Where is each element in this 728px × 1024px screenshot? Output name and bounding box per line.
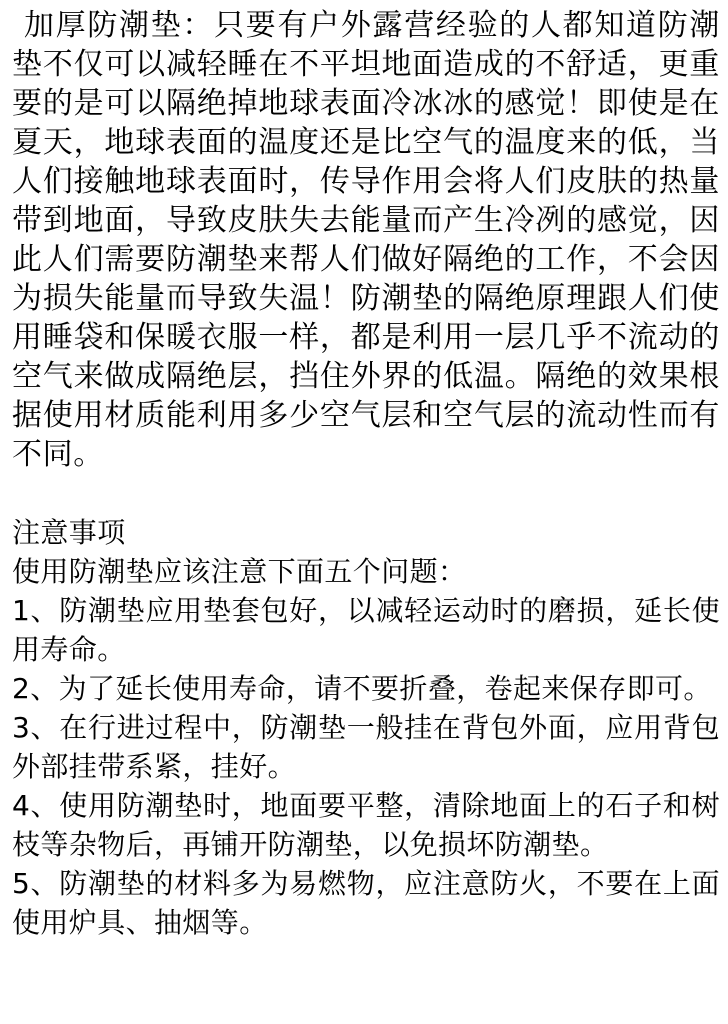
notes-section [12,513,720,942]
note-item-1: 1、防潮垫应用垫套包好，以减轻运动时的磨损，延长使用寿命。 [12,594,720,666]
note-item-2: 2、为了延长使用寿命，请不要折叠，卷起来保存即可。 [12,672,712,705]
note-item-5: 5、防潮垫的材料多为易燃物，应注意防火，不要在上面使用炉具、抽烟等。 [12,867,720,939]
note-item-3: 3、在行进过程中，防潮垫一般挂在背包外面，应用背包外部挂带系紧，挂好。 [12,711,720,783]
document-body [12,6,720,942]
notes-heading: 注意事项 [12,516,126,549]
note-item-4: 4、使用防潮垫时，地面要平整，清除地面上的石子和树枝等杂物后，再铺开防潮垫，以免损坏防潮垫。 [12,789,720,861]
notes-intro: 使用防潮垫应该注意下面五个问题： [12,555,467,588]
intro-paragraph: 加厚防潮垫：只要有户外露营经验的人都知道防潮垫不仅可以减轻睡在不平坦地面造成的不舒适，更重要的是可以隔绝掉地球表面冷冰冰的感觉！即使是在夏天，地球表面的温度还是比空气的温度来的低，当人们接触地球表面时，传导作用会将人们皮肤的热量带到地面，导致皮肤失去能量而产生冷冽的感觉，因此人们需要防潮垫来帮人们做好隔绝的工作，不会因为损失能量而导致失温！防潮垫的隔绝原理跟人们使用睡袋和保暖衣服一样，都是利用一层几乎不流动的空气来做成隔绝层，挡住外界的低温。隔绝的效果根据使用材质能利用多少空气层和空气层的流动性而有不同。 [12,8,720,472]
